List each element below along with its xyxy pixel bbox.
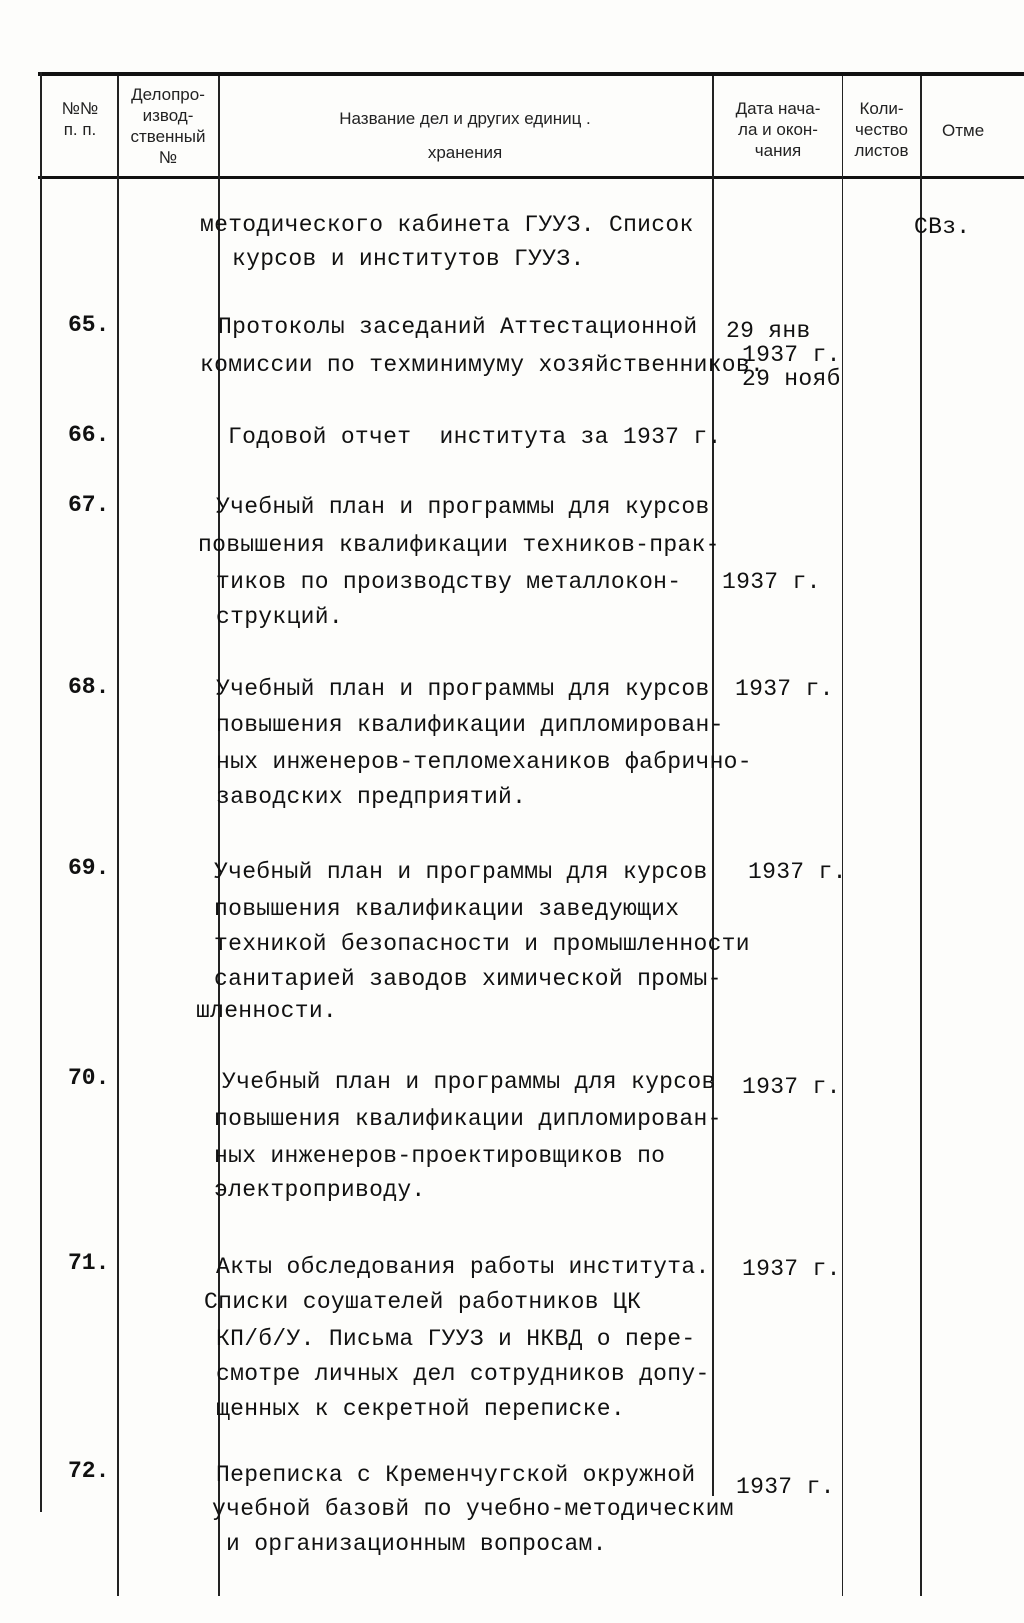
entry-number: 70.	[68, 1065, 110, 1091]
entry-title-line: Учебный план и программы для курсов	[216, 494, 710, 520]
entry-number: 66.	[68, 422, 110, 448]
entry-title-line: курсов и институтов ГУУЗ.	[232, 246, 585, 272]
entry-title-line: повышения квалификации техников-прак-	[198, 532, 720, 558]
entry-number: 72.	[68, 1458, 110, 1484]
entry-title-line: Переписка с Кременчугской окружной	[216, 1462, 696, 1488]
entry-title-line: шленности.	[196, 998, 338, 1024]
table-top-border	[38, 72, 1024, 76]
entry-title-line: техникой безопасности и промышленности	[214, 931, 750, 957]
entry-title-line: ных инженеров-тепломехаников фабрично-	[216, 749, 752, 775]
header-bottom-border	[38, 176, 1024, 179]
entry-title-line: санитарией заводов химической промы-	[214, 966, 722, 992]
entry-title-line: электроприводу.	[214, 1177, 426, 1203]
table-left-border	[40, 72, 42, 1512]
entry-title-line: учебной базовй по учебно-методическим	[212, 1496, 734, 1522]
entry-number: 67.	[68, 492, 110, 518]
entry-title-line: Учебный план и программы для курсов	[222, 1069, 716, 1095]
header-sheets: Коли- чество листов	[854, 99, 909, 160]
entry-date: 1937 г.	[748, 859, 847, 885]
entry-number: 65.	[68, 312, 110, 338]
entry-title-line: повышения квалификации заведующих	[214, 896, 680, 922]
entry-title-line: повышения квалификации дипломирован-	[214, 1106, 722, 1132]
column-divider	[712, 76, 714, 1496]
entry-title-line: Протоколы заседаний Аттестационной	[218, 314, 698, 340]
entry-date: 1937 г.	[722, 569, 821, 595]
entry-title-line: струкций.	[216, 604, 343, 630]
header-office-number: Делопро- извод- ственный №	[130, 85, 206, 167]
header-number: №№ п. п.	[61, 99, 99, 139]
entry-title-line: Акты обследования работы института.	[216, 1254, 710, 1280]
entry-date: 1937 г.	[742, 1256, 841, 1282]
column-divider	[920, 76, 922, 1596]
entry-title-line: повышения квалификации дипломирован-	[216, 712, 724, 738]
entry-title-line: тиков по производству металлокон-	[216, 569, 682, 595]
entry-title-line: и организационным вопросам.	[226, 1531, 607, 1557]
entry-title-line: смотре личных дел сотрудников допу-	[216, 1361, 710, 1387]
entry-date: 29 нояб	[742, 366, 841, 392]
entry-date: 29 янв	[726, 318, 811, 344]
entry-number: 71.	[68, 1250, 110, 1276]
entry-date: 1937 г.	[735, 676, 834, 702]
column-divider	[117, 76, 119, 1596]
entry-note: СВз.	[914, 214, 971, 240]
entry-date: 1937 г.	[736, 1474, 835, 1500]
entry-title-line: заводских предприятий.	[216, 784, 527, 810]
entry-title-line: Списки соушателей работников ЦК	[204, 1289, 642, 1315]
entry-date: 1937 г.	[742, 342, 841, 368]
header-dates: Дата нача- ла и окон- чания	[735, 99, 821, 160]
header-notes: Отме	[942, 121, 985, 140]
entry-number: 69.	[68, 855, 110, 881]
entry-title-line: КП/б/У. Письма ГУУЗ и НКВД о пере-	[216, 1326, 696, 1352]
entry-title-line: ных инженеров-проектировщиков по	[214, 1143, 666, 1169]
entry-title-line: щенных к секретной переписке.	[216, 1396, 625, 1422]
entry-title-line: методического кабинета ГУУЗ. Список	[200, 212, 694, 238]
entry-number: 68.	[68, 674, 110, 700]
entry-date: 1937 г.	[742, 1074, 841, 1100]
entry-title-line: Годовой отчет института за 1937 г.	[228, 424, 722, 450]
column-divider	[842, 76, 843, 1596]
entry-title-line: Учебный план и программы для курсов	[216, 676, 710, 702]
header-title: Название дел и других единиц . хранения	[339, 109, 591, 162]
entry-title-line: Учебный план и программы для курсов	[214, 859, 708, 885]
entry-title-line: комиссии по техминимуму хозяйственников.	[200, 352, 765, 378]
